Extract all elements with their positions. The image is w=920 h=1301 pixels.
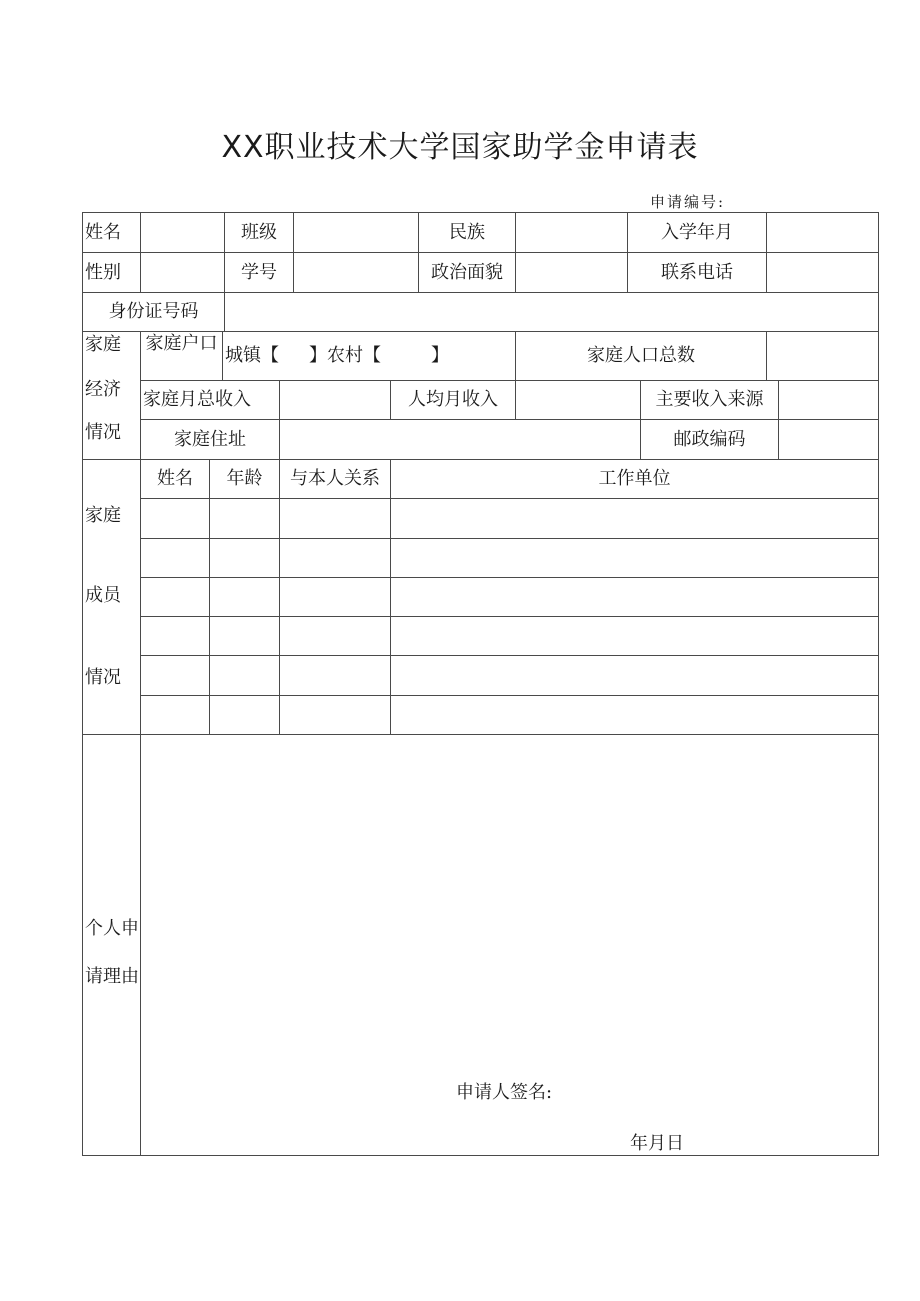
monthly-income-label: 家庭月总收入 xyxy=(143,389,251,410)
per-capita-income-label: 人均月收入 xyxy=(408,389,498,410)
applicant-signature-label: 申请人签名: xyxy=(456,1082,553,1103)
member-row-6[interactable] xyxy=(141,696,878,734)
phone-field[interactable] xyxy=(767,253,878,292)
political-status-label: 政治面貌 xyxy=(431,261,503,283)
reason-section-label-2: 请理由 xyxy=(85,966,139,987)
village-close-bracket: 】 xyxy=(431,345,449,366)
home-address-field[interactable] xyxy=(280,420,640,459)
member-row-2[interactable] xyxy=(141,539,878,577)
student-id-label: 学号 xyxy=(241,261,277,283)
members-section-label-2: 成员 xyxy=(85,585,121,606)
member-row-5[interactable] xyxy=(141,656,878,695)
member-row-4[interactable] xyxy=(141,617,878,655)
home-address-label: 家庭住址 xyxy=(174,428,246,450)
member-name-header: 姓名 xyxy=(157,468,193,489)
hukou-options[interactable] xyxy=(223,332,515,380)
econ-section-label-2: 经济 xyxy=(85,379,121,400)
main-income-source-field[interactable] xyxy=(779,381,878,419)
name-label: 姓名 xyxy=(85,221,121,243)
family-population-field[interactable] xyxy=(767,332,878,380)
political-status-field[interactable] xyxy=(516,253,627,292)
econ-section-label-1: 家庭 xyxy=(85,334,121,355)
member-relation-header: 与本人关系 xyxy=(290,468,380,489)
reason-section-label-1: 个人申 xyxy=(85,918,139,939)
postcode-field[interactable] xyxy=(779,420,878,459)
border-right xyxy=(878,212,879,1156)
enrollment-date-label: 入学年月 xyxy=(661,221,733,243)
ethnicity-field[interactable] xyxy=(516,213,627,252)
student-id-field[interactable] xyxy=(294,253,418,292)
per-capita-income-field[interactable] xyxy=(516,381,640,419)
ethnicity-label: 民族 xyxy=(449,221,485,243)
enrollment-date-field[interactable] xyxy=(767,213,878,252)
member-age-header: 年龄 xyxy=(226,468,263,489)
member-row-3[interactable] xyxy=(141,578,878,616)
id-card-field[interactable] xyxy=(225,293,878,331)
members-section-label-1: 家庭 xyxy=(85,505,121,526)
family-population-label: 家庭人口总数 xyxy=(587,345,695,366)
id-card-label: 身份证号码 xyxy=(108,301,199,322)
monthly-income-field[interactable] xyxy=(280,381,390,419)
member-workplace-header: 工作单位 xyxy=(598,468,671,489)
application-number-label: 申请编号: xyxy=(650,193,726,211)
hukou-label: 家庭户口 xyxy=(145,333,218,354)
gender-field[interactable] xyxy=(141,253,224,292)
class-field[interactable] xyxy=(294,213,418,252)
signature-date-label: 年月日 xyxy=(630,1133,684,1154)
border-bottom xyxy=(82,1155,879,1156)
postcode-label: 邮政编码 xyxy=(673,428,746,450)
gender-label: 性别 xyxy=(85,261,121,283)
econ-section-label-3: 情况 xyxy=(85,422,121,443)
class-label: 班级 xyxy=(241,221,277,243)
members-section-label-3: 情况 xyxy=(85,667,121,688)
member-row-1[interactable] xyxy=(141,499,878,538)
town-option-label: 城镇【 xyxy=(225,345,279,366)
form-title: XX职业技术大学国家助学金申请表 xyxy=(221,130,699,165)
phone-label: 联系电话 xyxy=(661,261,733,283)
main-income-source-label: 主要收入来源 xyxy=(655,389,764,410)
village-option-label: 】农村【 xyxy=(309,345,381,366)
name-field[interactable] xyxy=(141,213,224,252)
